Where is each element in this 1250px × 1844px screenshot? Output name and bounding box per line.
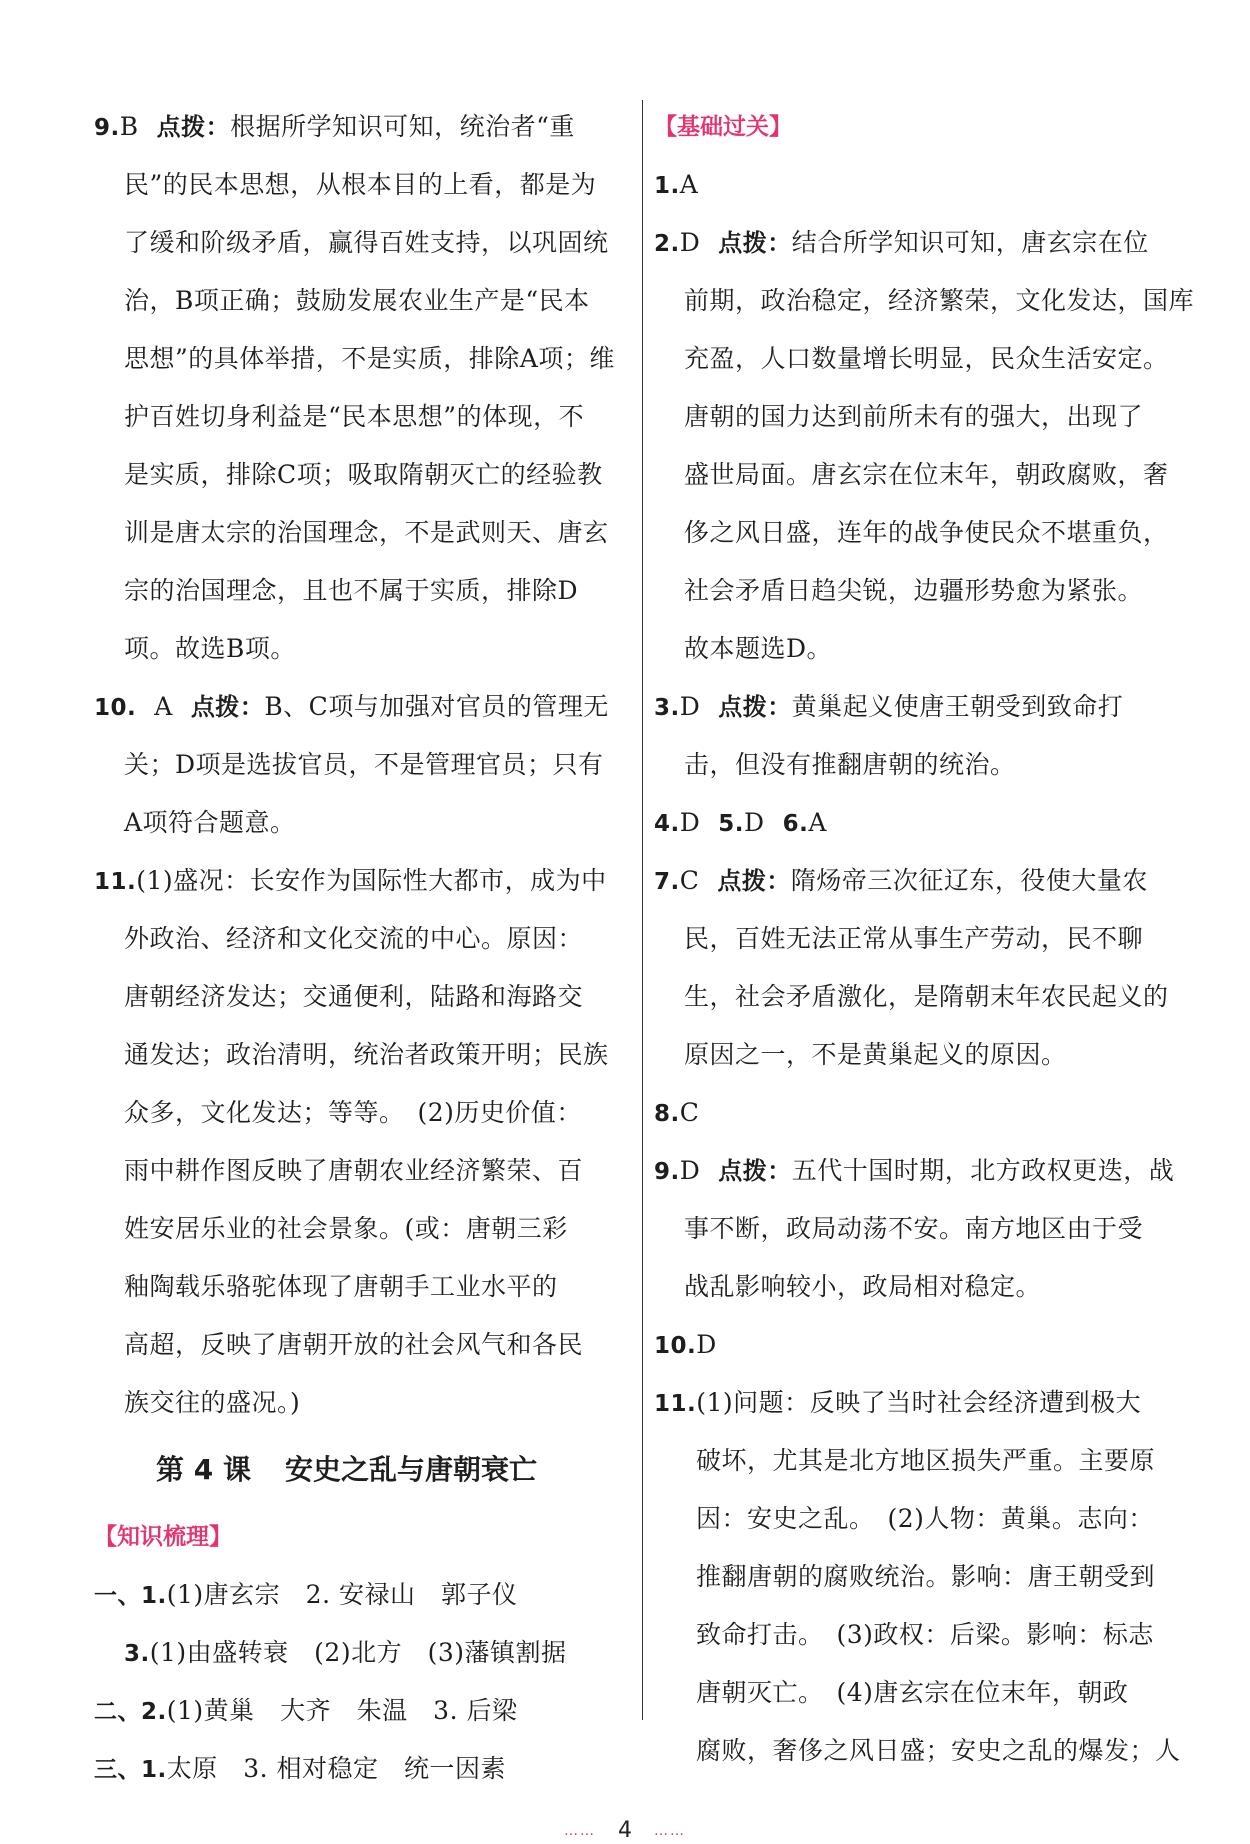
text-line: 唐朝灭亡。 (4)唐玄宗在位末年，朝政	[696, 1678, 1129, 1707]
text-line: 项。故选B项。	[124, 634, 296, 663]
knowledge-line: 二、2.(1)黄巢 大齐 朱温 3. 后梁	[94, 1696, 518, 1725]
text-line: 宗的治国理念，且也不属于实质，排除D	[124, 576, 579, 605]
question-number: 9.	[94, 115, 120, 141]
text-line: 侈之风日盛，连年的战争使民众不堪重负，	[684, 518, 1169, 547]
page-footer	[0, 1818, 1250, 1843]
knowledge-line: 一、1.(1)唐玄宗 2. 安禄山 郭子仪	[94, 1580, 518, 1609]
text-line: 致命打击。 (3)政权：后梁。影响：标志	[696, 1620, 1154, 1649]
tip-label: 点拨：	[718, 229, 792, 257]
text-line: 雨中耕作图反映了唐朝农业经济繁荣、百	[124, 1156, 584, 1185]
answer-letter: B	[119, 112, 139, 141]
page-number: 4	[618, 1818, 632, 1843]
text-line: 因：安史之乱。 (2)人物：黄巢。志向：	[696, 1504, 1154, 1533]
knowledge-line: 三、1.太原 3. 相对稳定 统一因素	[94, 1754, 507, 1783]
answer-2-right: 2.D 点拨：结合所学知识可知，唐玄宗在位	[654, 228, 1149, 257]
lesson-title: 安史之乱与唐朝衰亡	[284, 1453, 537, 1486]
answer-9-left: 9.B 点拨：根据所学知识可知，统治者“重	[94, 112, 575, 141]
text-line: 充盈，人口数量增长明显，民众生活安定。	[684, 344, 1169, 373]
text-line: A项符合题意。	[124, 808, 296, 837]
knowledge-line: 3.(1)由盛转衰 (2)北方 (3)藩镇割据	[124, 1638, 567, 1667]
text-line: 族交往的盛况。)	[124, 1388, 301, 1417]
text-line: 是实质，排除C项；吸取隋朝灭亡的经验教	[124, 460, 603, 489]
footer-dots-left: ……	[564, 1823, 596, 1839]
text-line: 训是唐太宗的治国理念，不是武则天、唐玄	[124, 518, 609, 547]
text-line: 击，但没有推翻唐朝的统治。	[684, 750, 1016, 779]
text-line: 护百姓切身利益是“民本思想”的体现，不	[124, 402, 585, 431]
text-line: 原因之一，不是黄巢起义的原因。	[684, 1040, 1067, 1069]
right-column	[654, 98, 1194, 1780]
text-line: 推翻唐朝的腐败统治。影响：唐王朝受到	[696, 1562, 1156, 1591]
text-line: 民”的民本思想，从根本目的上看，都是为	[124, 170, 597, 199]
tip-label: 点拨：	[190, 693, 265, 721]
text-line: 唐朝经济发达；交通便利，陆路和海路交	[124, 982, 584, 1011]
lesson-heading	[94, 1432, 632, 1508]
text-line: 盛世局面。唐玄宗在位末年，朝政腐败，奢	[684, 460, 1169, 489]
text-line: 通发达；政治清明，统治者政策开明；民族	[124, 1040, 609, 1069]
text-line: 唐朝的国力达到前所未有的强大，出现了	[684, 402, 1144, 431]
answer-8-right: 8.C	[654, 1098, 700, 1127]
answer-letter: A	[154, 692, 173, 721]
lesson-number: 第 4 课	[156, 1453, 251, 1486]
text-line: 釉陶载乐骆驼体现了唐朝手工业水平的	[124, 1272, 558, 1301]
tip-label: 点拨：	[718, 693, 792, 721]
text-line: 腐败，奢侈之风日盛；安史之乱的爆发；人	[696, 1736, 1181, 1765]
column-divider	[642, 100, 643, 1720]
left-column	[94, 98, 632, 1798]
answer-10-right: 10.D	[654, 1330, 717, 1359]
text-line: 战乱影响较小，政局相对稳定。	[684, 1272, 1042, 1301]
text-line: 社会矛盾日趋尖锐，边疆形势愈为紧张。	[684, 576, 1144, 605]
tip-label: 点拨：	[718, 1157, 792, 1185]
tip-label: 点拨：	[717, 867, 791, 895]
answer-11-left: 11.(1)盛况：长安作为国际性大都市，成为中	[94, 866, 607, 895]
answer-11-right: 11.(1)问题：反映了当时社会经济遭到极大	[654, 1388, 1142, 1417]
answer-10-left: 10. A 点拨：B、C项与加强对官员的管理无	[94, 692, 609, 721]
text-line: 事不断，政局动荡不安。南方地区由于受	[684, 1214, 1144, 1243]
footer-dots-right: ……	[654, 1823, 686, 1839]
answer-7-right: 7.C 点拨：隋炀帝三次征辽东，役使大量农	[654, 866, 1148, 895]
text-line: 众多，文化发达；等等。 (2)历史价值：	[124, 1098, 582, 1127]
question-number: 10.	[94, 695, 137, 721]
answer-9-right: 9.D 点拨：五代十国时期，北方政权更迭，战	[654, 1156, 1175, 1185]
section-header-basic: 【基础过关】	[654, 114, 792, 140]
answers-4-6-right: 4.D 5.D 6.A	[654, 808, 827, 837]
text-line: 高超，反映了唐朝开放的社会风气和各民	[124, 1330, 584, 1359]
text-line: 关；D项是选拔官员，不是管理官员；只有	[124, 750, 604, 779]
text-line: 思想”的具体举措，不是实质，排除A项；维	[124, 344, 615, 373]
text-line: 故本题选D。	[684, 634, 833, 663]
text-line: 前期，政治稳定，经济繁荣，文化发达，国库	[684, 286, 1195, 315]
tip-label: 点拨：	[156, 113, 231, 141]
text-line: 治，B项正确；鼓励发展农业生产是“民本	[124, 286, 590, 315]
section-header-knowledge: 【知识梳理】	[94, 1524, 232, 1550]
text-line: 外政治、经济和文化交流的中心。原因：	[124, 924, 584, 953]
text-line: 民，百姓无法正常从事生产劳动，民不聊	[684, 924, 1144, 953]
answer-3-right: 3.D 点拨：黄巢起义使唐王朝受到致命打	[654, 692, 1124, 721]
question-number: 11.	[94, 869, 137, 895]
text-line: 姓安居乐业的社会景象。(或：唐朝三彩	[124, 1214, 568, 1243]
text-line: 了缓和阶级矛盾，赢得百姓支持，以巩固统	[124, 228, 609, 257]
text-line: 生，社会矛盾激化，是隋朝末年农民起义的	[684, 982, 1169, 1011]
answer-1-right: 1.A	[654, 170, 699, 199]
text-line: 破坏，尤其是北方地区损失严重。主要原	[696, 1446, 1156, 1475]
